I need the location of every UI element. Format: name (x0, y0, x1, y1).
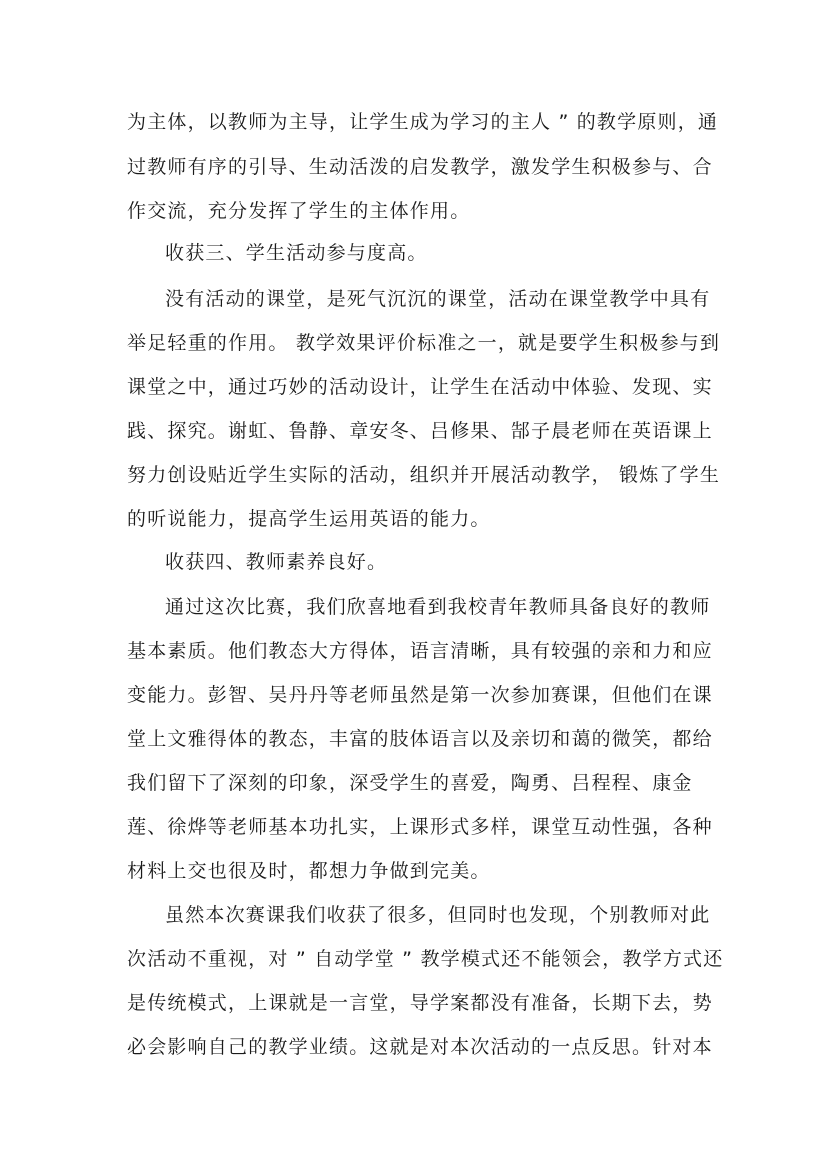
paragraph-line: 努力创设贴近学生实际的活动，组织并开展活动教学， 锻炼了学生 (127, 464, 721, 486)
paragraph-line: 是传统模式，上课就是一言堂，导学案都没有准备，长期下去，势 (127, 992, 713, 1014)
paragraph-line: 莲、徐烨等老师基本功扎实，上课形式多样，课堂互动性强，各种 (127, 816, 713, 838)
paragraph-line: 的听说能力，提高学生运用英语的能力。 (127, 508, 491, 530)
paragraph-line: 举足轻重的作用。 教学效果评价标准之一，就是要学生积极参与到 (127, 332, 721, 354)
paragraph-line: 虽然本次赛课我们收获了很多，但同时也发现，个别教师对此 (165, 904, 711, 926)
paragraph-line: 作交流，充分发挥了学生的主体作用。 (127, 200, 471, 222)
section-heading: 收获四、教师素养良好。 (165, 551, 388, 573)
paragraph-line: 没有活动的课堂，是死气沉沉的课堂，活动在课堂教学中具有 (165, 288, 711, 310)
paragraph-line: 基本素质。他们教态大方得体，语言清晰，具有较强的亲和力和应 (127, 640, 713, 662)
paragraph-line: 我们留下了深刻的印象，深受学生的喜爱，陶勇、吕程程、康金 (127, 772, 693, 794)
paragraph-line: 次活动不重视，对 ” 自动学堂 ” 教学模式还不能领会，教学方式还 (127, 948, 724, 970)
paragraph-line: 通过这次比赛，我们欣喜地看到我校青年教师具备良好的教师 (165, 596, 711, 618)
paragraph-line: 材料上交也很及时，都想力争做到完美。 (127, 860, 491, 882)
paragraph-line: 践、探究。谢虹、鲁静、章安冬、吕修果、郜子晨老师在英语课上 (127, 420, 713, 442)
section-heading: 收获三、学生活动参与度高。 (165, 242, 428, 264)
paragraph-line: 过教师有序的引导、生动活泼的启发教学，激发学生积极参与、合 (127, 156, 713, 178)
paragraph-line: 课堂之中，通过巧妙的活动设计，让学生在活动中体验、发现、实 (127, 376, 713, 398)
paragraph-line: 为主体，以教师为主导，让学生成为学习的主人 ” 的教学原则，通 (127, 111, 719, 133)
paragraph-line: 变能力。彭智、吴丹丹等老师虽然是第一次参加赛课，但他们在课 (127, 684, 713, 706)
paragraph-line: 必会影响自己的教学业绩。这就是对本次活动的一点反思。针对本 (127, 1036, 713, 1058)
paragraph-line: 堂上文雅得体的教态，丰富的肢体语言以及亲切和蔼的微笑，都给 (127, 728, 713, 750)
